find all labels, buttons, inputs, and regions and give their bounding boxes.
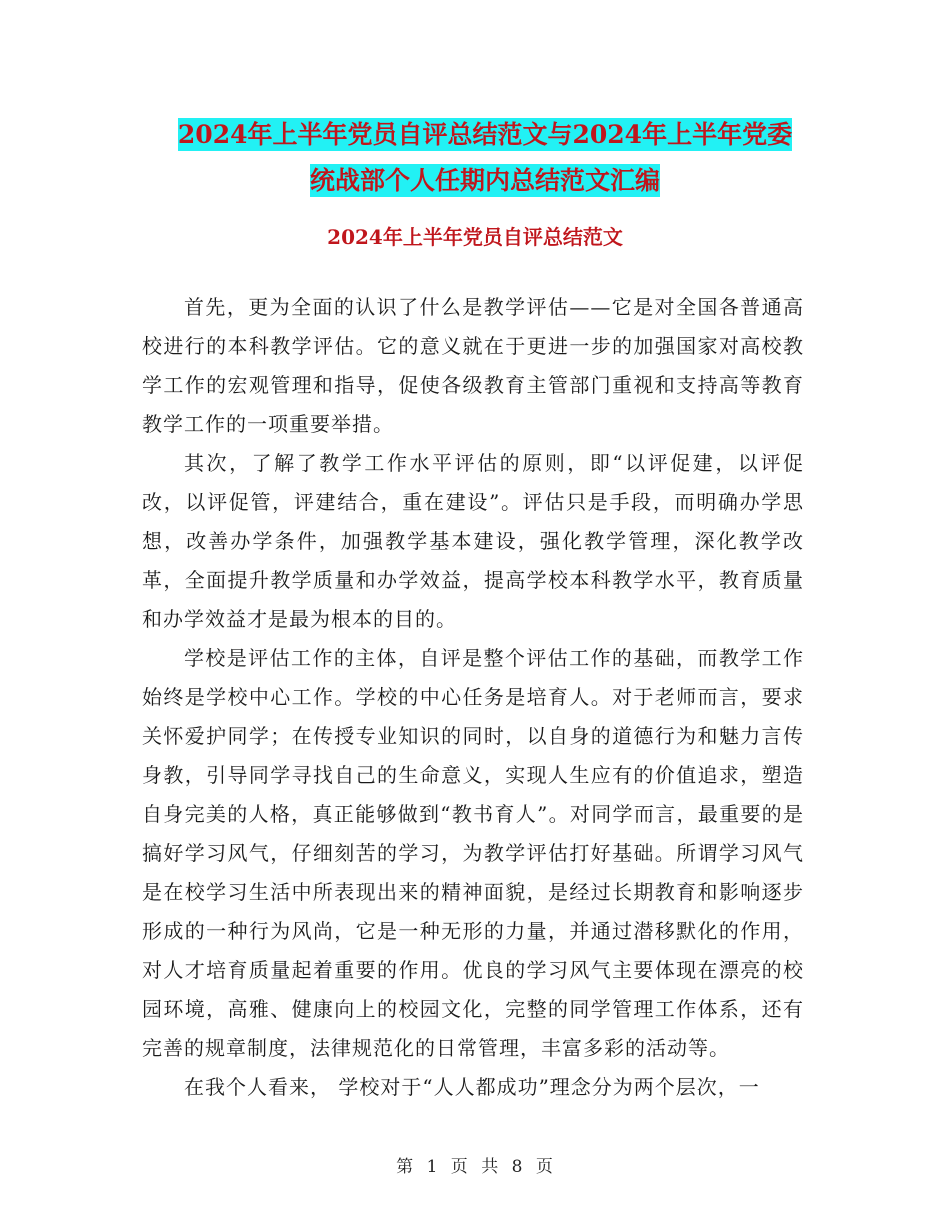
- body-text: [142, 288, 804, 1107]
- title-line-2: 统战部个人任期内总结范文汇编: [309, 166, 660, 195]
- section-title: 2024年上半年党员自评总结范文: [327, 225, 623, 249]
- paragraph-1: 首先，更为全面的认识了什么是教学评估——它是对全国各普通高校进行的本科教学评估。它的意义就在于更进一步的加强国家对高校教学工作的宏观管理和指导，促使各级教育主管部门重视和支持高等教育教学工作的一项重要举措。: [142, 295, 804, 436]
- paragraph-4: 在我个人看来， 学校对于“人人都成功”理念分为两个层次，一: [184, 1075, 760, 1099]
- title-line-1: 2024年上半年党员自评总结范文与2024年上半年党委: [177, 120, 793, 149]
- paragraph-3: 学校是评估工作的主体，自评是整个评估工作的基础，而教学工作始终是学校中心工作。学校的中心任务是培育人。对于老师而言，要求关怀爱护同学；在传授专业知识的同时，以自身的道德行为和魅力言传身教，引导同学寻找自己的生命意义，实现人生应有的价值追求，塑造自身完美的人格，真正能够做到“教书育人”。对同学而言，最重要的是搞好学习风气，仔细刻苦的学习，为教学评估打好基础。所谓学习风气是在校学习生活中所表现出来的精神面貌，是经过长期教育和影响逐步形成的一种行为风尚，它是一种无形的力量，并通过潜移默化的作用，对人才培育质量起着重要的作用。优良的学习风气主要体现在漂亮的校园环境，高雅、健康向上的校园文化，完整的同学管理工作体系，还有完善的规章制度，法律规范化的日常管理，丰富多彩的活动等。: [142, 646, 804, 1060]
- paragraph-2: 其次，了解了教学工作水平评估的原则，即“以评促建，以评促改，以评促管，评建结合，重在建设”。评估只是手段，而明确办学思想，改善办学条件，加强教学基本建设，强化教学管理，深化教学改革，全面提升教学质量和办学效益，提高学校本科教学水平，教育质量和办学效益才是最为根本的目的。: [142, 451, 804, 631]
- page-footer: 第 1 页 共 8 页: [396, 1157, 554, 1177]
- document-title: [140, 112, 830, 204]
